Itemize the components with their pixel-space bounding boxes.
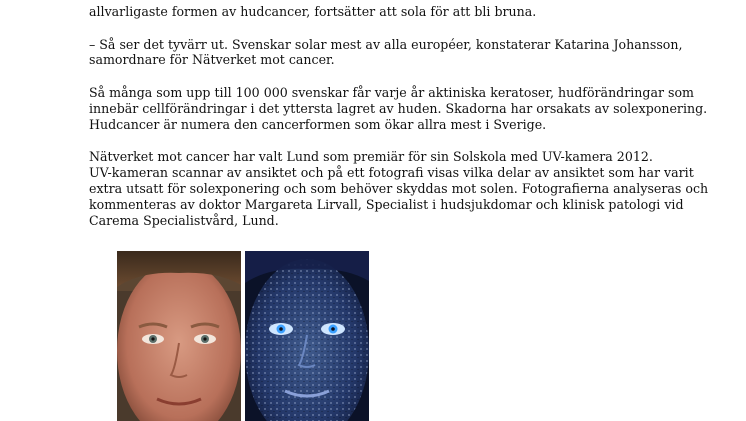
para4-line3: extra utsatt för solexponering och som behöver skyddas mot solen. Fotografierna analyseras och bbox=[89, 181, 709, 196]
face-uv-illustration bbox=[245, 251, 369, 421]
para4-line5: Carema Specialistvård, Lund. bbox=[89, 213, 279, 228]
para3-line3: Hudcancer är numera den cancerformen som ökar allra mest i Sverige. bbox=[89, 117, 547, 132]
text-line-top: allvarligaste formen av hudcancer, fortsätter att sola för att bli bruna. bbox=[89, 4, 537, 19]
face-photo-normal bbox=[117, 251, 241, 421]
para4-line4: kommenteras av doktor Margareta Lirvall, Specialist i hudsjukdomar och klinisk patologi vid bbox=[89, 197, 684, 212]
para4-line2: UV-kameran scannar av ansiktet och på ett fotografi visas vilka delar av ansiktet som har varit bbox=[89, 165, 694, 180]
para3-line2: innebär cellförändringar i det yttersta lagret av huden. Skadorna har orsakats av solexponering. bbox=[89, 101, 708, 116]
para3-line1: Så många som upp till 100 000 svenskar får varje år aktiniska keratoser, hudförändringar som bbox=[89, 85, 694, 100]
para2-line2: samordnare för Nätverket mot cancer. bbox=[89, 52, 335, 67]
face-normal-illustration bbox=[117, 251, 241, 421]
para2-line1: – Så ser det tyvärr ut. Svenskar solar mest av alla européer, konstaterar Katarina Johansson, bbox=[89, 37, 683, 52]
face-photo-uv bbox=[245, 251, 369, 421]
para4-line1: Nätverket mot cancer har valt Lund som premiär för sin Solskola med UV-kamera 2012. bbox=[89, 149, 653, 164]
